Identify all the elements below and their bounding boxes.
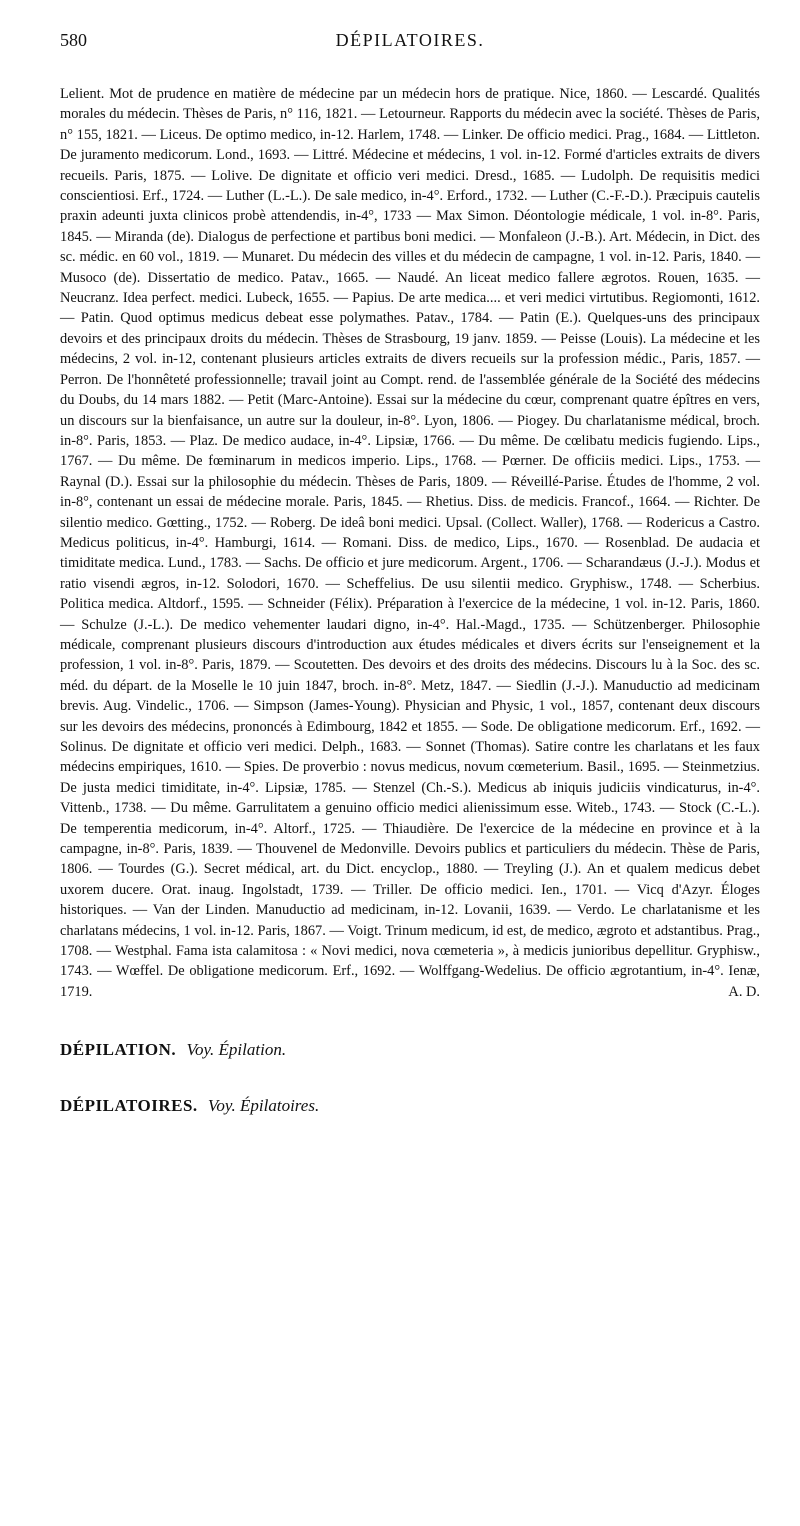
running-head: DÉPILATOIRES. [335,30,485,50]
document-page [60,30,760,1116]
author-signature: A. D. [728,983,760,1000]
entry-headword: DÉPILATOIRES. [60,1096,198,1116]
bibliography-paragraph: Lelient. Mot de prudence en matière de médecine par un médecin hors de pratique. Nice, 1860. — Lescardé. Qualités morales du médecin. Thèses de Paris, n° 116, 1821. — Letourneur. Rapports du médecin avec la société. Thèses de Paris, n° 155, 1821. — Liceus. De optimo medico, in-12. Harlem, 1748. — Linker. De officio medici. Prag., 1684. — Littleton. De juramento medicorum. Lond., 1693. — Littré. Médecine et médecins, 1 vol. in-12. Formé d'articles extraits de divers recueils. Paris, 1875. — Lolive. De dignitate et officio veri medici. Dresd., 1685. — Ludolph. De requisitis medici conscientiosi. Erf., 1724. — Luther (L.-L.). De sale medico, in-4°. Erford., 1732. — Luther (C.-F.-D.). Præcipuis cautelis praxin adeunti juxta clinicos probè attendendis, in-4°, 1733 — Max Simon. Déontologie médicale, 1 vol. in-8°. Paris, 1845. — Miranda (de). Dialogus de perfectione et partibus boni medici. — Monfaleon (J.-B.). Art. Médecin, in Dict. des sc. médic. en 60 vol., 1819. — Munaret. Du médecin des villes et du médecin de campagne, 1 vol. in-12. Paris, 1840. — Musoco (de). Dissertatio de medico. Patav., 1665. — Naudé. An liceat medico fallere ægrotos. Rouen, 1635. — Neucranz. Idea perfect. medici. Lubeck, 1655. — Papius. De arte medica.... et veri medici virtutibus. Regiomonti, 1612. — Patin. Quod optimus medicus debeat esse polymathes. Patav., 1784. — Patin (E.). Quelques-uns des principaux devoirs et des principaux droits du médecin. Thèses de Strasbourg, 19 janv. 1859. — Peisse (Louis). La médecine et les médecins, 2 vol. in-12, contenant plusieurs articles extraits de divers recueils sur la profession médic., Paris, 1857. — Perron. De l'honnêteté professionnelle; travail joint au Compt. rend. de l'assemblée générale de la Société des médecins du Doubs, du 14 mars 1882. — Petit (Marc-Antoine). Essai sur la médecine du cœur, comprenant quatre épîtres en vers, un discours sur la bienfaisance, un autre sur la douleur, in-8°. Lyon, 1806. — Piogey. Du charlatanisme médical, broch. in-8°. Paris, 1853. — Plaz. De medico audace, in-4°. Lipsiæ, 1766. — Du même. De cœlibatu medicis fugiendo. Lips., 1767. — Du même. De fœminarum in medicos imperio. Lips., 1768. — Pœrner. De officiis medici. Lips., 1753. — Raynal (D.). Essai sur la philosophie du médecin. Thèses de Paris, 1809. — Réveillé-Parise. Études de l'homme, 2 vol. in-8°, contenant un essai de médecine morale. Paris, 1845. — Rhetius. Diss. de medicis. Francof., 1664. — Richter. De silentio medico. Gœtting., 1752. — Roberg. De ideâ boni medici. Upsal. (Collect. Waller), 1768. — Rodericus a Castro. Medicus politicus, in-4°. Hamburgi, 1614. — Romani. Diss. de medico, Lips., 1670. — Rosenblad. De audacia et timiditate medica. Lund., 1783. — Sachs. De officio et jure medicorum. Argent., 1706. — Scharandæus (J.-J.). Modus et ratio visendi ægros, in-12. Solodori, 1670. — Scheffelius. De usu silentii medico. Gryphisw., 1748. — Scherbius. Politica medica. Altdorf., 1595. — Schneider (Félix). Préparation à l'exercice de la médecine, 1 vol. in-12. Paris, 1860. — Schulze (J.-L.). De medico vehementer laudari digno, in-4°. Hal.-Magd., 1735. — Schützenberger. Philosophie médicale, comprenant plusieurs discours d'introduction aux études médicales et divers écrits sur l'enseignement et la profession, 1 vol. in-8°. Paris, 1879. — Scoutetten. Des devoirs et des droits des médecins. Discours lu à la Soc. des sc. méd. du départ. de la Moselle le 10 juin 1847, broch. in-8°. Metz, 1847. — Siedlin (J.-J.). Manuductio ad medicinam brevis. Aug. Vindelic., 1706. — Simpson (James-Young). Physician and Physic, 1 vol., 1857, contenant deux discours sur les devoirs des médecins, prononcés à Edimbourg, 1842 et 1855. — Sode. De obligatione medicorum. Erf., 1692. — Solinus. De dignitate et officio veri medici. Delph., 1683. — Sonnet (Thomas). Satire contre les charlatans et les faux médecins empiriques, 1610. — Spies. De proverbio : novus medicus, novum cœmeterium. Basil., 1695. — Steinmetzius. De justa medici timiditate, in-4°. Lipsiæ, 1785. — Stenzel (Ch.-S.). Medicus ab iniquis judiciis vindicaturus, in-4°. Vittenb., 1738. — Du même. Garrulitatem a genuino officio medici alienissimum esse. Witeb., 1743. — Stock (C.-L.). De temperentia medicorum, in-4°. Altorf., 1725. — Thiaudière. De l'exercice de la médecine en province et à la campagne, in-8°. Paris, 1839. — Thouvenel de Medonville. Devoirs publics et particuliers du médecin. Thèse de Paris, 1806. — Tourdes (G.). Secret médical, art. du Dict. encyclop., 1880. — Treyling (J.). An et qualem medicus debet uxorem ducere. Orat. inaug. Ingolstadt, 1739. — Triller. De officio medici. Ien., 1701. — Vicq d'Azyr. Éloges historiques. — Van der Linden. Manuductio ad medicinam, in-12. Lovanii, 1639. — Verdo. Le charlatanisme et les charlatans médecins, 1 vol. in-12. Paris, 1867. — Voigt. Trinum medicum, id est, de medico, ægroto et adstantibus. Prag., 1708. — Westphal. Fama ista calamitosa : « Novi medici, nova cœmeteria », à medicis junioribus depellitur. Gryphisw., 1743. — Wœffel. De obligatione medicorum. Erf., 1692. — Wolffgang-Wedelius. De officio ægrotantium, in-4°. Ienæ, 1719. [60,86,760,1000]
dictionary-entry-depilation [60,1040,760,1060]
dictionary-entry-depilatoires [60,1096,760,1116]
entry-cross-reference: Voy. Épilation. [186,1040,287,1060]
page-header [60,30,760,56]
bibliography-text [60,84,760,1002]
entry-headword: DÉPILATION. [60,1040,177,1060]
page-number: 580 [60,30,87,50]
entry-cross-reference: Voy. Épilatoires. [207,1096,320,1116]
